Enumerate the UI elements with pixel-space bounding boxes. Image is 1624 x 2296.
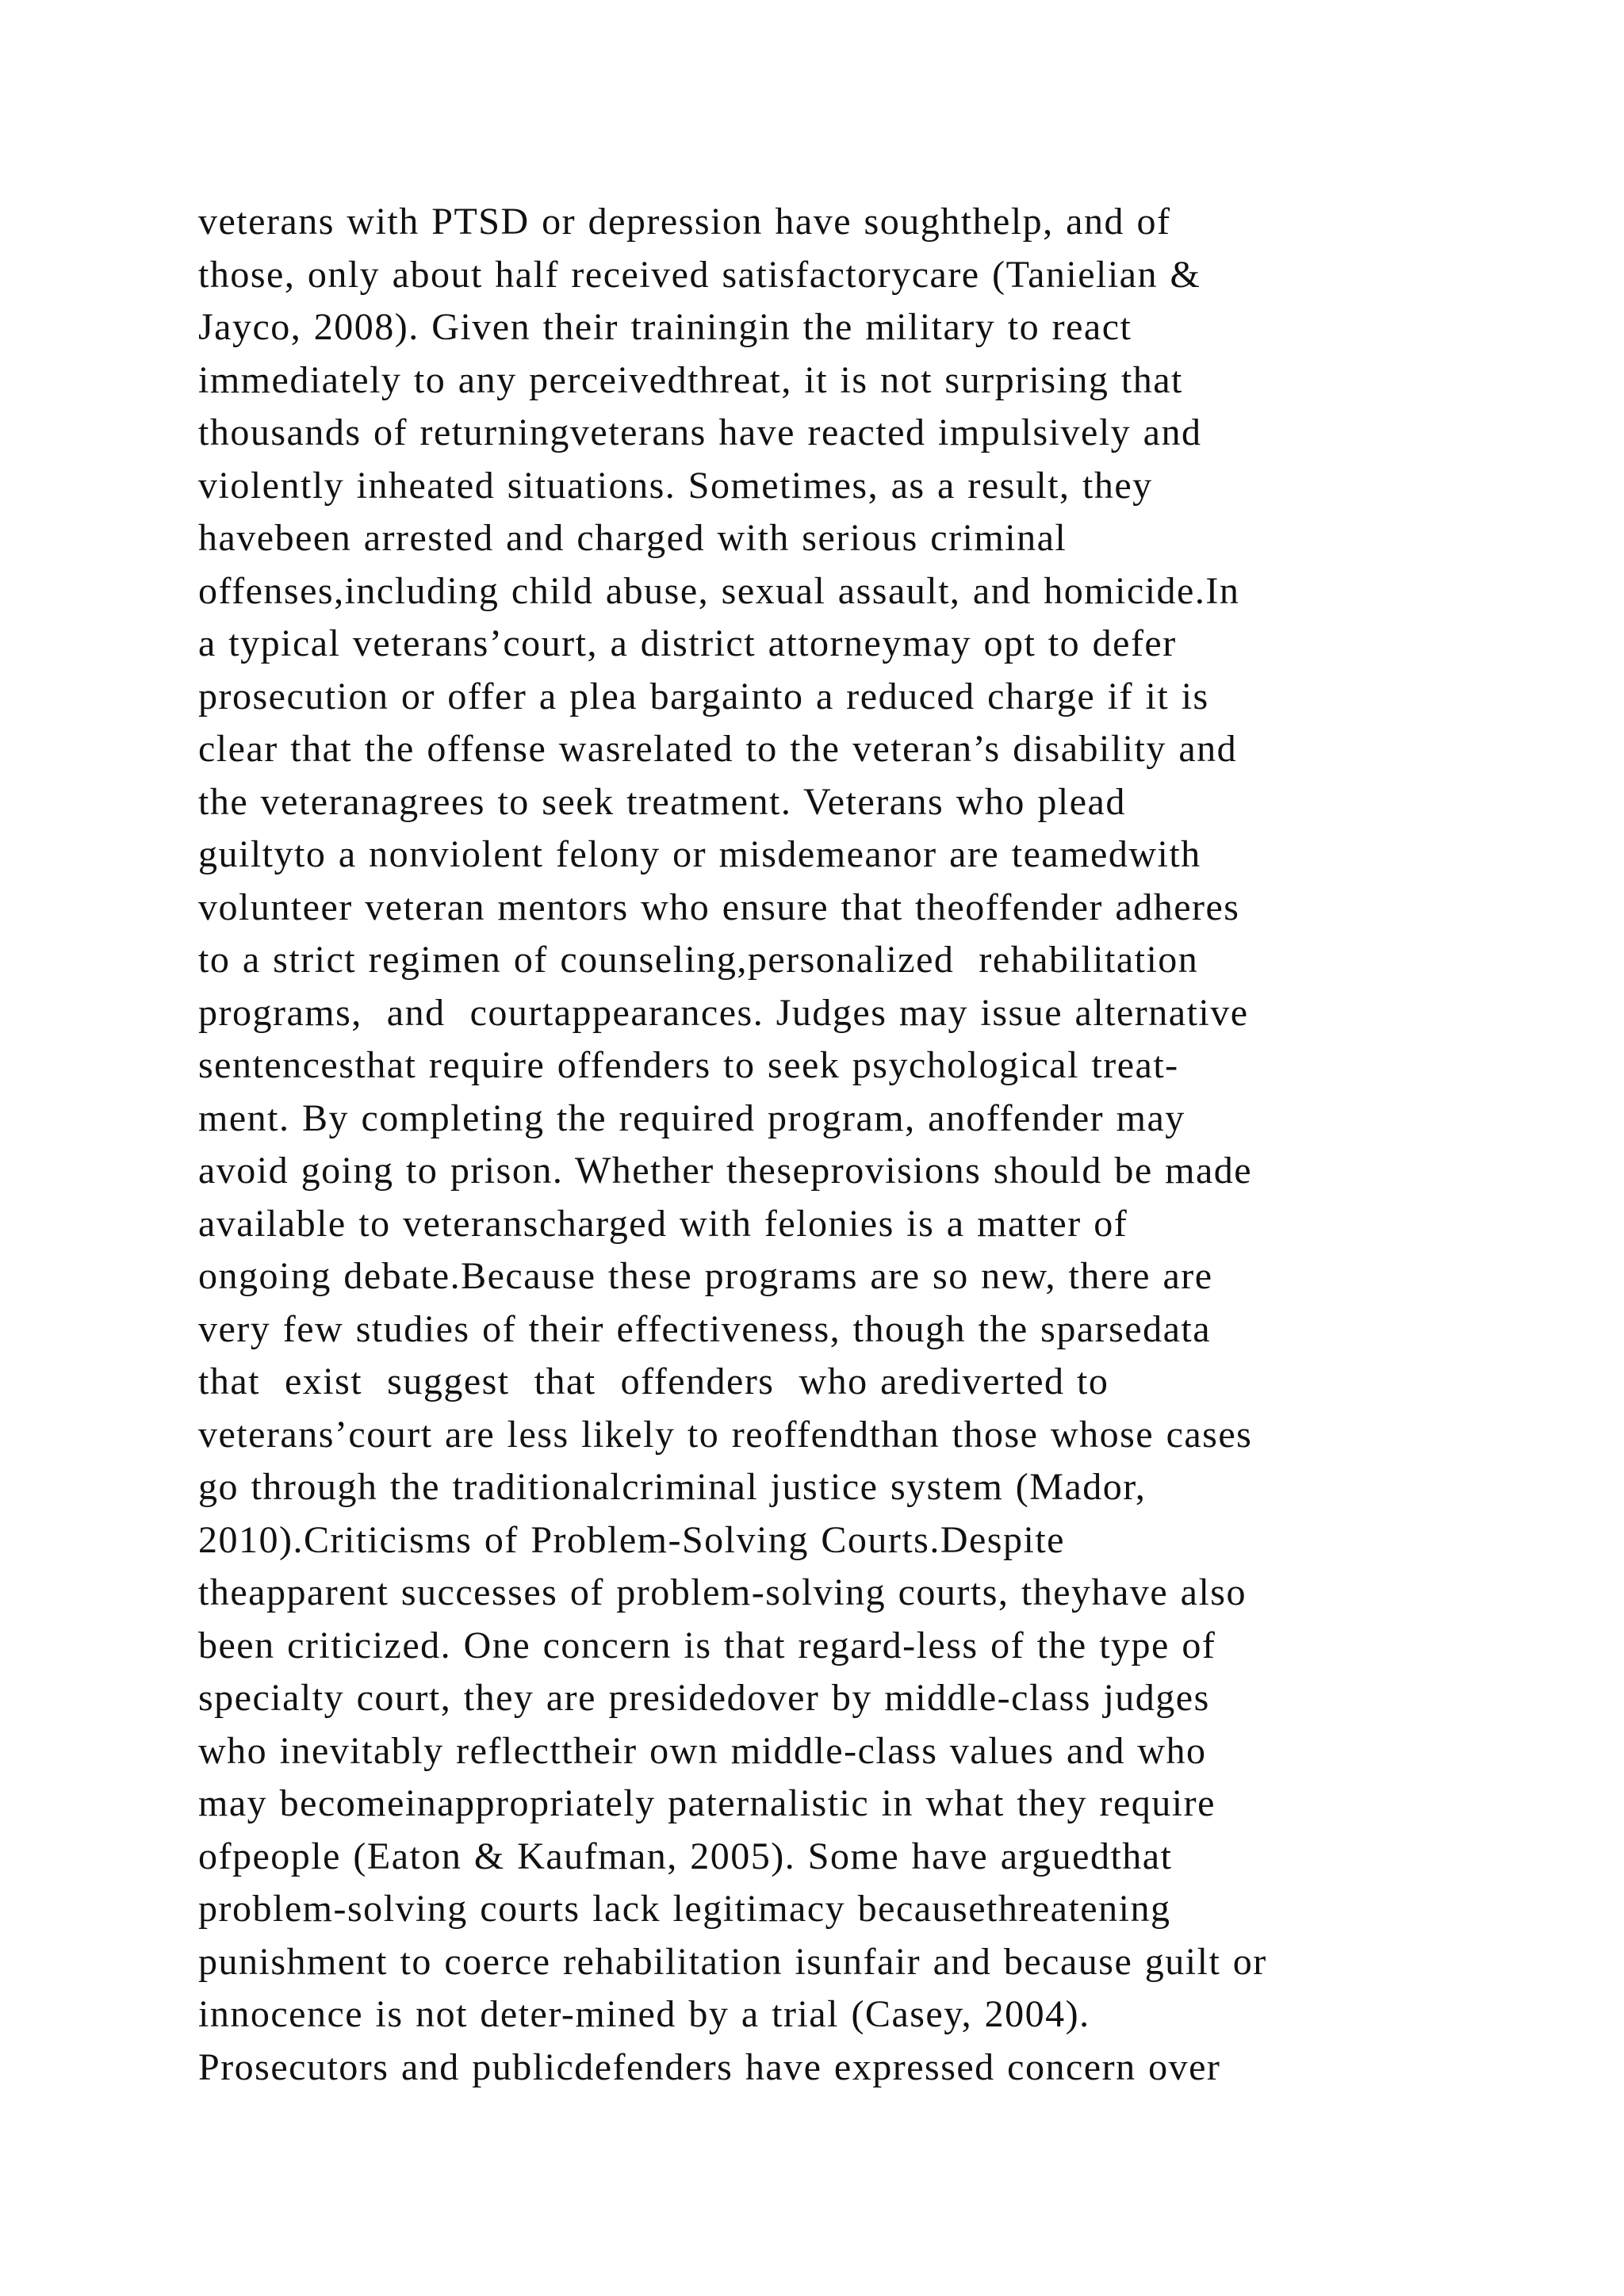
text-line: that exist suggest that offenders who arediverted to <box>198 1360 1109 1402</box>
text-line: thousands of returningveterans have reacted impulsively and <box>198 411 1202 453</box>
text-line: veterans’court are less likely to reoffendthan those whose cases <box>198 1413 1253 1456</box>
text-line: ongoing debate.Because these programs are so new, there are <box>198 1255 1213 1297</box>
text-line: a typical veterans’court, a district attorneymay opt to defer <box>198 622 1177 664</box>
text-line: Jayco, 2008). Given their trainingin the military to react <box>198 306 1132 348</box>
text-line: ment. By completing the required program, anoffender may <box>198 1096 1185 1139</box>
text-line: the veteranagrees to seek treatment. Veterans who plead <box>198 780 1126 823</box>
text-line: to a strict regimen of counseling,personalized rehabilitation <box>198 939 1199 981</box>
text-line: sentencesthat require offenders to seek psychological treat- <box>198 1044 1179 1086</box>
text-line: very few studies of their effectiveness, though the sparsedata <box>198 1307 1212 1350</box>
text-line: innocence is not deter-mined by a trial (Casey, 2004). <box>198 1993 1090 2035</box>
body-text <box>198 196 1546 2094</box>
text-line: problem-solving courts lack legitimacy becausethreatening <box>198 1888 1171 1930</box>
text-line: may becomeinappropriately paternalistic in what they require <box>198 1782 1216 1824</box>
text-line: Prosecutors and publicdefenders have expressed concern over <box>198 2045 1221 2088</box>
text-line: specialty court, they are presidedover by middle-class judges <box>198 1677 1210 1719</box>
text-line: programs, and courtappearances. Judges may issue alternative <box>198 991 1249 1034</box>
text-line: punishment to coerce rehabilitation isunfair and because guilt or <box>198 1940 1267 1983</box>
text-line: veterans with PTSD or depression have soughthelp, and of <box>198 201 1171 243</box>
text-line: immediately to any perceivedthreat, it is not surprising that <box>198 358 1183 401</box>
text-line: theapparent successes of problem-solving courts, theyhave also <box>198 1571 1247 1613</box>
text-line: violently inheated situations. Sometimes, as a result, they <box>198 464 1153 507</box>
text-line: been criticized. One concern is that regard-less of the type of <box>198 1624 1216 1667</box>
text-line: go through the traditionalcriminal justice system (Mador, <box>198 1466 1147 1508</box>
text-line: guiltyto a nonviolent felony or misdemeanor are teamedwith <box>198 833 1201 875</box>
text-line: avoid going to prison. Whether theseprovisions should be made <box>198 1150 1253 1192</box>
text-line: clear that the offense wasrelated to the veteran’s disability and <box>198 728 1238 770</box>
text-line: who inevitably reflecttheir own middle-class values and who <box>198 1729 1207 1772</box>
text-line: ofpeople (Eaton & Kaufman, 2005). Some have arguedthat <box>198 1835 1173 1877</box>
text-line: prosecution or offer a plea bargainto a reduced charge if it is <box>198 675 1209 718</box>
text-line: those, only about half received satisfactorycare (Tanielian & <box>198 253 1201 296</box>
text-line: havebeen arrested and charged with serious criminal <box>198 517 1067 559</box>
text-line: volunteer veteran mentors who ensure that theoffender adheres <box>198 886 1240 928</box>
text-line: offenses,including child abuse, sexual assault, and homicide.In <box>198 569 1240 612</box>
text-line: available to veteranscharged with felonies is a matter of <box>198 1202 1128 1245</box>
text-line: 2010).Criticisms of Problem-Solving Courts.Despite <box>198 1518 1065 1561</box>
